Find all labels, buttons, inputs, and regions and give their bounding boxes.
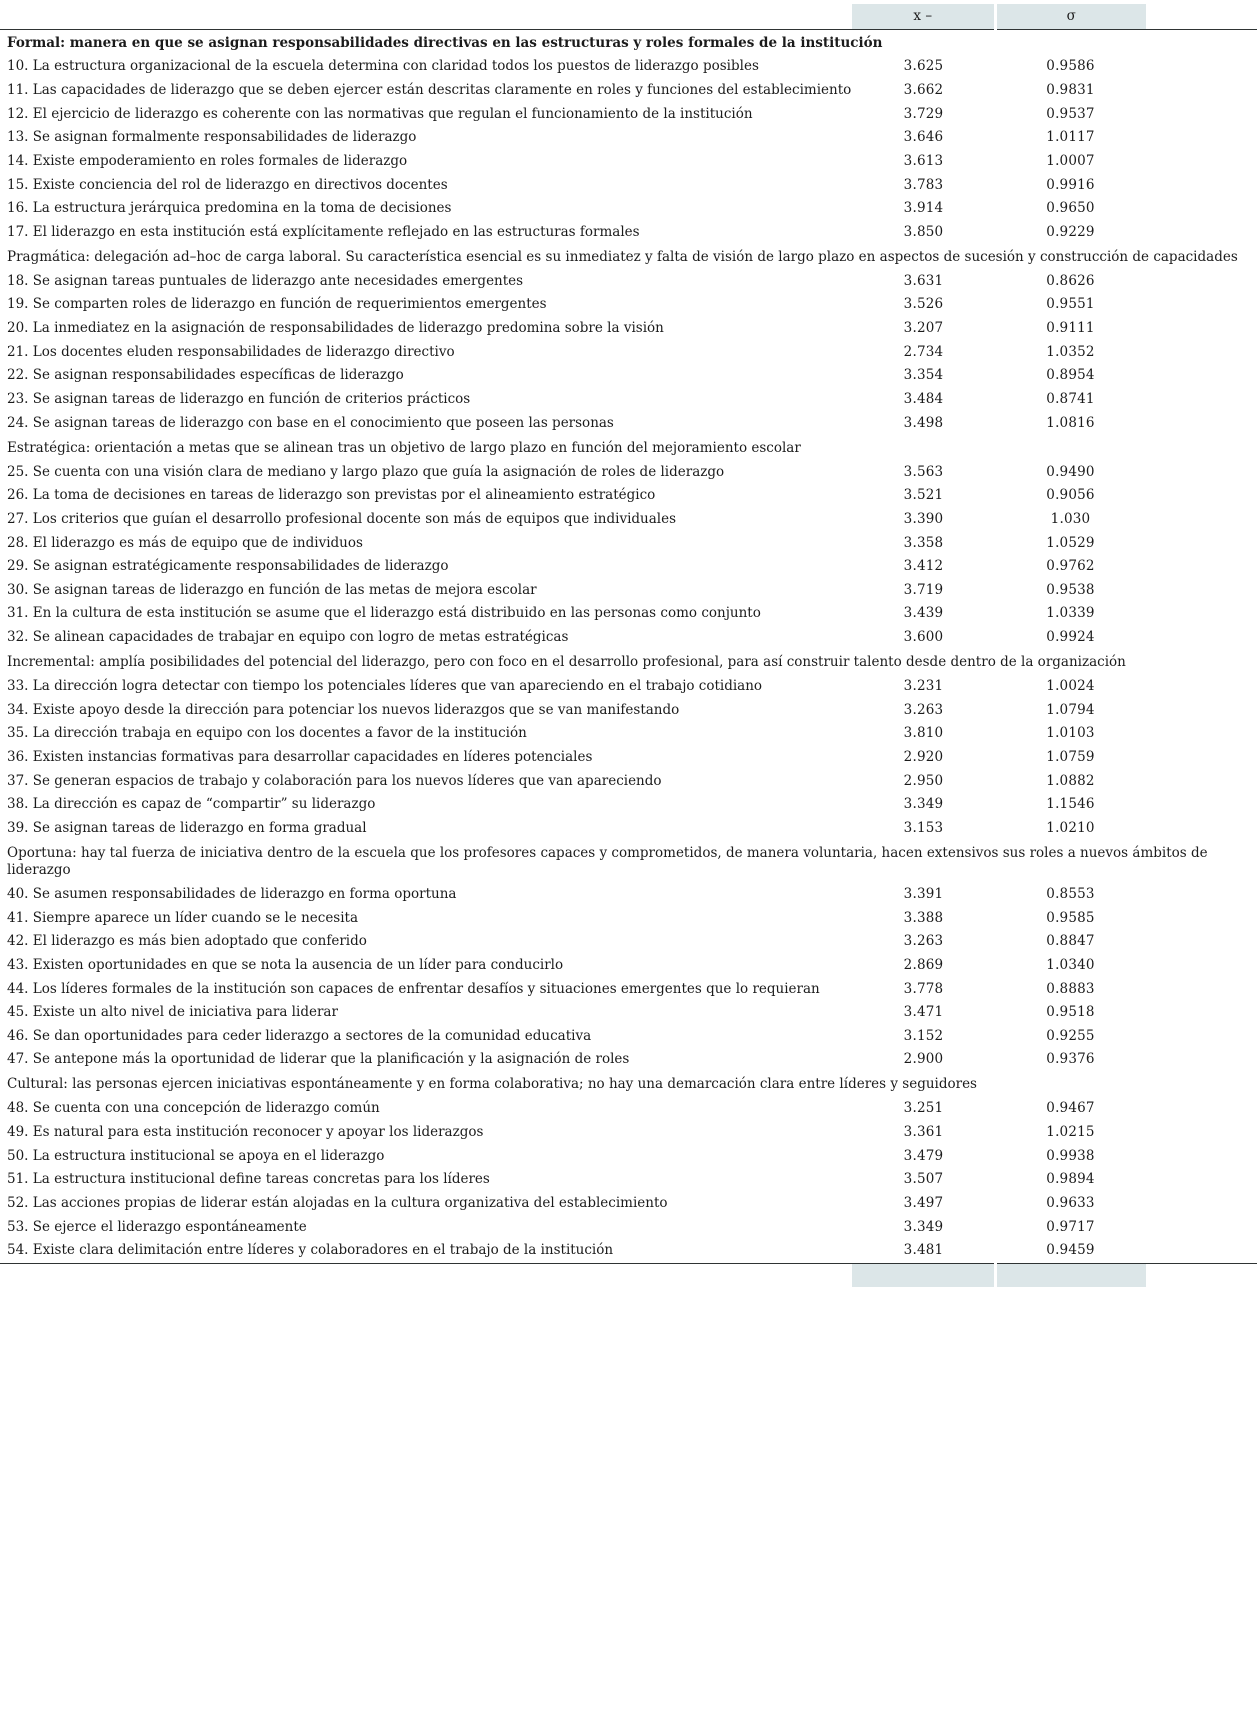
item-row [0,602,1257,626]
item-text: 16. La estructura jerárquica predomina en la toma de decisiones [7,200,452,217]
row-spacer [1146,954,1257,978]
item-mean-value: 3.361 [903,1124,944,1141]
item-text: 48. Se cuenta con una concepción de liderazgo común [7,1100,380,1117]
item-text: 10. La estructura organizacional de la escuela determina con claridad todos los puestos de liderazgo posibles [7,58,759,75]
footer-shaded-sd-cell [995,1263,1146,1287]
row-spacer [1146,197,1257,221]
item-row [0,55,1257,79]
item-mean-value: 3.719 [903,581,944,598]
row-spacer [1146,270,1257,294]
section-row [0,244,1257,269]
section-row [0,650,1257,675]
row-spacer [1146,484,1257,508]
item-text: 32. Se alinean capacidades de trabajar en equipo con logro de metas estratégicas [7,629,569,646]
row-spacer [1146,1192,1257,1216]
item-sd-value: 0.8741 [1046,391,1095,408]
item-sd-value: 1.0882 [1046,772,1095,789]
item-text: 52. Las acciones propias de liderar están alojadas en la cultura organizativa del establecimiento [7,1194,668,1211]
row-spacer [1146,1048,1257,1072]
item-text: 39. Se asignan tareas de liderazgo en forma gradual [7,819,367,836]
row-spacer [1146,388,1257,412]
item-row [0,954,1257,978]
item-row [0,1121,1257,1145]
item-row [0,722,1257,746]
item-mean-value: 3.354 [903,367,944,384]
item-sd-value: 0.8847 [1046,933,1095,950]
item-text: 41. Siempre aparece un líder cuando se le necesita [7,909,359,926]
item-sd-value: 1.0759 [1046,748,1095,765]
column-header-sd: σ [995,4,1146,30]
item-mean-value: 3.152 [903,1027,944,1044]
item-mean-value: 3.349 [903,796,944,813]
item-row [0,906,1257,930]
item-text: 17. El liderazgo en esta institución está explícitamente reflejado en las estructuras formales [7,223,640,240]
item-text: 14. Existe empoderamiento en roles formales de liderazgo [7,153,408,170]
item-mean-value: 3.662 [903,82,944,99]
row-spacer [1146,126,1257,150]
item-text: 30. Se asignan tareas de liderazgo en función de las metas de mejora escolar [7,581,537,598]
item-text: 24. Se asignan tareas de liderazgo con base en el conocimiento que poseen las personas [7,414,614,431]
item-text: 46. Se dan oportunidades para ceder liderazgo a sectores de la comunidad educativa [7,1027,592,1044]
item-mean-value: 2.920 [903,748,944,765]
row-spacer [1146,103,1257,127]
item-sd-value: 0.8553 [1046,886,1095,902]
item-row [0,977,1257,1001]
item-mean-value: 3.263 [903,933,944,950]
item-text: 45. Existe un alto nivel de iniciativa para liderar [7,1004,338,1021]
section-row [0,1072,1257,1097]
section-row [0,30,1257,56]
item-mean-value: 3.388 [903,909,944,926]
item-mean-value: 2.900 [903,1051,944,1068]
item-sd-value: 0.9586 [1046,58,1095,75]
item-row [0,930,1257,954]
item-sd-value: 1.030 [1050,510,1091,527]
item-row [0,173,1257,197]
item-sd-value: 0.9924 [1046,629,1095,646]
item-mean-value: 3.484 [903,391,944,408]
item-row [0,531,1257,555]
row-spacer [1146,150,1257,174]
item-sd-value: 0.9490 [1046,463,1095,480]
item-row [0,388,1257,412]
item-sd-value: 0.9518 [1046,1004,1095,1021]
section-title: Oportuna: hay tal fuerza de iniciativa dentro de la escuela que los profesores capaces y comprometidos, de manera voluntaria, hacen extensivos sus roles a nuevos ámbitos de liderazgo [7,844,1208,879]
item-sd-value: 0.9111 [1046,320,1095,337]
table-header-row [0,4,1257,30]
section-title: Estratégica: orientación a metas que se alinean tras un objetivo de largo plazo en función del mejoramiento escolar [7,439,801,456]
item-text: 15. Existe conciencia del rol de liderazgo en directivos docentes [7,176,448,193]
item-mean-value: 3.778 [903,980,944,997]
item-text: 25. Se cuenta con una visión clara de mediano y largo plazo que guía la asignación de roles de liderazgo [7,463,725,480]
row-spacer [1146,531,1257,555]
item-sd-value: 0.9633 [1046,1194,1095,1211]
row-spacer [1146,1168,1257,1192]
row-spacer [1146,883,1257,907]
row-spacer [1146,221,1257,245]
row-spacer [1146,412,1257,436]
item-text: 19. Se comparten roles de liderazgo en función de requerimientos emergentes [7,296,547,313]
row-spacer [1146,1097,1257,1121]
item-sd-value: 0.9376 [1046,1051,1095,1068]
item-mean-value: 3.153 [903,819,944,836]
item-row [0,412,1257,436]
item-row [0,746,1257,770]
item-sd-value: 1.0352 [1046,343,1095,360]
item-sd-value: 0.9229 [1046,223,1095,240]
item-text: 13. Se asignan formalmente responsabilidades de liderazgo [7,129,417,146]
item-row [0,221,1257,245]
item-mean-value: 3.263 [903,701,944,718]
row-spacer [1146,1001,1257,1025]
item-mean-value: 2.950 [903,772,944,789]
descriptive-statistics-table [0,4,1257,1287]
item-row [0,1192,1257,1216]
column-header-mean: x – [852,4,995,30]
row-spacer [1146,722,1257,746]
item-row [0,555,1257,579]
item-text: 29. Se asignan estratégicamente responsabilidades de liderazgo [7,558,449,575]
item-mean-value: 3.646 [903,129,944,146]
row-spacer [1146,930,1257,954]
item-text: 54. Existe clara delimitación entre líderes y colaboradores en el trabajo de la institución [7,1242,614,1259]
row-spacer [1146,79,1257,103]
footer-empty-cell [0,1263,852,1287]
item-row [0,270,1257,294]
item-sd-value: 1.0215 [1046,1124,1095,1141]
item-sd-value: 1.0210 [1046,819,1095,836]
row-spacer [1146,1239,1257,1263]
row-spacer [1146,1215,1257,1239]
row-spacer [1146,675,1257,699]
item-text: 12. El ejercicio de liderazgo es coherente con las normativas que regulan el funcionamiento de la institución [7,105,753,122]
table-footer-row [0,1263,1257,1287]
row-spacer [1146,817,1257,841]
item-row [0,1144,1257,1168]
row-spacer [1146,602,1257,626]
item-text: 31. En la cultura de esta institución se asume que el liderazgo está distribuido en las personas como conjunto [7,605,761,622]
item-text: 21. Los docentes eluden responsabilidades de liderazgo directivo [7,343,455,360]
item-text: 33. La dirección logra detectar con tiempo los potenciales líderes que van apareciendo en el trabajo cotidiano [7,677,763,694]
item-row [0,341,1257,365]
item-row [0,126,1257,150]
row-spacer [1146,508,1257,532]
item-text: 43. Existen oportunidades en que se nota la ausencia de un líder para conducirlo [7,956,564,973]
row-spacer [1146,579,1257,603]
item-mean-value: 3.231 [903,677,944,694]
section-title: Formal: manera en que se asignan responsabilidades directivas en las estructuras y roles formales de la institución [7,34,883,51]
item-mean-value: 3.481 [903,1242,944,1259]
item-sd-value: 0.9938 [1046,1147,1095,1164]
item-mean-value: 3.810 [903,725,944,742]
header-empty-cell [0,4,852,30]
item-mean-value: 2.869 [903,956,944,973]
section-title: Pragmática: delegación ad–hoc de carga laboral. Su característica esencial es su inmediatez y falta de visión de largo plazo en aspectos de sucesión y construcción de capacidades [7,248,1238,265]
item-mean-value: 3.251 [903,1100,944,1117]
row-spacer [1146,341,1257,365]
item-row [0,484,1257,508]
item-sd-value: 1.0340 [1046,956,1095,973]
item-mean-value: 3.412 [903,558,944,575]
item-row [0,508,1257,532]
item-sd-value: 1.0117 [1046,129,1095,146]
row-spacer [1146,769,1257,793]
item-mean-value: 3.783 [903,176,944,193]
item-row [0,197,1257,221]
header-spacer-cell [1146,4,1257,30]
item-row [0,1025,1257,1049]
item-mean-value: 3.625 [903,58,944,75]
item-sd-value: 1.1546 [1046,796,1095,813]
item-text: 20. La inmediatez en la asignación de responsabilidades de liderazgo predomina sobre la visión [7,320,664,337]
row-spacer [1146,317,1257,341]
row-spacer [1146,364,1257,388]
item-sd-value: 0.8954 [1046,367,1095,384]
item-text: 38. La dirección es capaz de “compartir” su liderazgo [7,796,376,813]
item-text: 26. La toma de decisiones en tareas de liderazgo son previstas por el alineamiento estratégico [7,487,656,504]
item-text: 49. Es natural para esta institución reconocer y apoyar los liderazgos [7,1124,484,1141]
item-sd-value: 0.9650 [1046,200,1095,217]
item-mean-value: 3.390 [903,510,944,527]
item-row [0,79,1257,103]
item-text: 36. Existen instancias formativas para desarrollar capacidades en líderes potenciales [7,748,593,765]
table-body [0,30,1257,1264]
row-spacer [1146,1144,1257,1168]
item-sd-value: 0.9717 [1046,1218,1095,1235]
item-text: 23. Se asignan tareas de liderazgo en función de criterios prácticos [7,391,471,408]
item-text: 51. La estructura institucional define tareas concretas para los líderes [7,1171,490,1188]
item-mean-value: 3.613 [903,153,944,170]
item-row [0,1048,1257,1072]
item-text: 53. Se ejerce el liderazgo espontáneamente [7,1218,307,1235]
item-text: 42. El liderazgo es más bien adoptado que conferido [7,933,367,950]
item-mean-value: 3.497 [903,1194,944,1211]
item-row [0,675,1257,699]
footer-spacer-cell [1146,1263,1257,1287]
item-text: 28. El liderazgo es más de equipo que de individuos [7,534,363,551]
item-text: 27. Los criterios que guían el desarrollo profesional docente son más de equipos que individuales [7,510,677,527]
item-sd-value: 0.9894 [1046,1171,1095,1188]
item-sd-value: 0.9538 [1046,581,1095,598]
item-mean-value: 3.600 [903,629,944,646]
item-mean-value: 3.207 [903,320,944,337]
footer-shaded-mean-cell [852,1263,995,1287]
row-spacer [1146,626,1257,650]
item-mean-value: 3.358 [903,534,944,551]
item-mean-value: 3.439 [903,605,944,622]
item-mean-value: 3.498 [903,414,944,431]
row-spacer [1146,977,1257,1001]
item-sd-value: 0.9916 [1046,176,1095,193]
item-row [0,626,1257,650]
item-sd-value: 1.0339 [1046,605,1095,622]
item-text: 44. Los líderes formales de la institución son capaces de enfrentar desafíos y situaciones emergentes que lo requieran [7,980,820,997]
row-spacer [1146,1025,1257,1049]
row-spacer [1146,1121,1257,1145]
item-row [0,793,1257,817]
item-row [0,1215,1257,1239]
item-mean-value: 3.729 [903,105,944,122]
item-mean-value: 2.734 [903,343,944,360]
item-row [0,1168,1257,1192]
item-sd-value: 0.9585 [1046,909,1095,926]
row-spacer [1146,555,1257,579]
item-mean-value: 3.914 [903,200,944,217]
section-title: Incremental: amplía posibilidades del potencial del liderazgo, pero con foco en el desarrollo profesional, para así construir talento desde dentro de la organización [7,654,1126,671]
item-sd-value: 0.9762 [1046,558,1095,575]
row-spacer [1146,55,1257,79]
item-row [0,817,1257,841]
item-text: 35. La dirección trabaja en equipo con los docentes a favor de la institución [7,725,527,742]
item-mean-value: 3.521 [903,487,944,504]
item-sd-value: 1.0024 [1046,677,1095,694]
item-sd-value: 1.0816 [1046,414,1095,431]
item-sd-value: 0.9459 [1046,1242,1095,1259]
item-mean-value: 3.563 [903,463,944,480]
item-sd-value: 0.8883 [1046,980,1095,997]
row-spacer [1146,793,1257,817]
item-row [0,293,1257,317]
section-row [0,840,1257,883]
item-mean-value: 3.471 [903,1004,944,1021]
item-row [0,103,1257,127]
item-row [0,579,1257,603]
row-spacer [1146,698,1257,722]
item-mean-value: 3.391 [903,886,944,902]
item-mean-value: 3.631 [903,272,944,289]
item-text: 40. Se asumen responsabilidades de liderazgo en forma oportuna [7,886,457,902]
item-text: 22. Se asignan responsabilidades específicas de liderazgo [7,367,404,384]
item-text: 37. Se generan espacios de trabajo y colaboración para los nuevos líderes que van apareciendo [7,772,662,789]
item-row [0,769,1257,793]
item-mean-value: 3.507 [903,1171,944,1188]
item-mean-value: 3.526 [903,296,944,313]
item-row [0,460,1257,484]
item-row [0,1097,1257,1121]
item-sd-value: 1.0007 [1046,153,1095,170]
section-row [0,435,1257,460]
item-sd-value: 1.0103 [1046,725,1095,742]
row-spacer [1146,293,1257,317]
item-text: 47. Se antepone más la oportunidad de liderar que la planificación y la asignación de roles [7,1051,630,1068]
item-sd-value: 0.9056 [1046,487,1095,504]
row-spacer [1146,460,1257,484]
item-sd-value: 1.0794 [1046,701,1095,718]
item-sd-value: 0.9255 [1046,1027,1095,1044]
row-spacer [1146,173,1257,197]
item-sd-value: 0.9551 [1046,296,1095,313]
item-row [0,698,1257,722]
item-text: 18. Se asignan tareas puntuales de liderazgo ante necesidades emergentes [7,272,524,289]
item-row [0,1239,1257,1263]
item-row [0,317,1257,341]
item-row [0,364,1257,388]
item-mean-value: 3.850 [903,223,944,240]
item-sd-value: 0.9831 [1046,82,1095,99]
item-text: 34. Existe apoyo desde la dirección para potenciar los nuevos liderazgos que se van manifestando [7,701,680,718]
item-row [0,1001,1257,1025]
item-mean-value: 3.479 [903,1147,944,1164]
item-text: 50. La estructura institucional se apoya en el liderazgo [7,1147,385,1164]
item-row [0,150,1257,174]
item-row [0,883,1257,907]
item-sd-value: 1.0529 [1046,534,1095,551]
item-text: 11. Las capacidades de liderazgo que se deben ejercer están descritas claramente en roles y funciones del establecimiento [7,82,852,99]
row-spacer [1146,906,1257,930]
section-title: Cultural: las personas ejercen iniciativas espontáneamente y en forma colaborativa; no hay una demarcación clara entre líderes y seguidores [7,1076,977,1093]
item-sd-value: 0.9537 [1046,105,1095,122]
item-sd-value: 0.8626 [1046,272,1095,289]
row-spacer [1146,746,1257,770]
item-sd-value: 0.9467 [1046,1100,1095,1117]
item-mean-value: 3.349 [903,1218,944,1235]
